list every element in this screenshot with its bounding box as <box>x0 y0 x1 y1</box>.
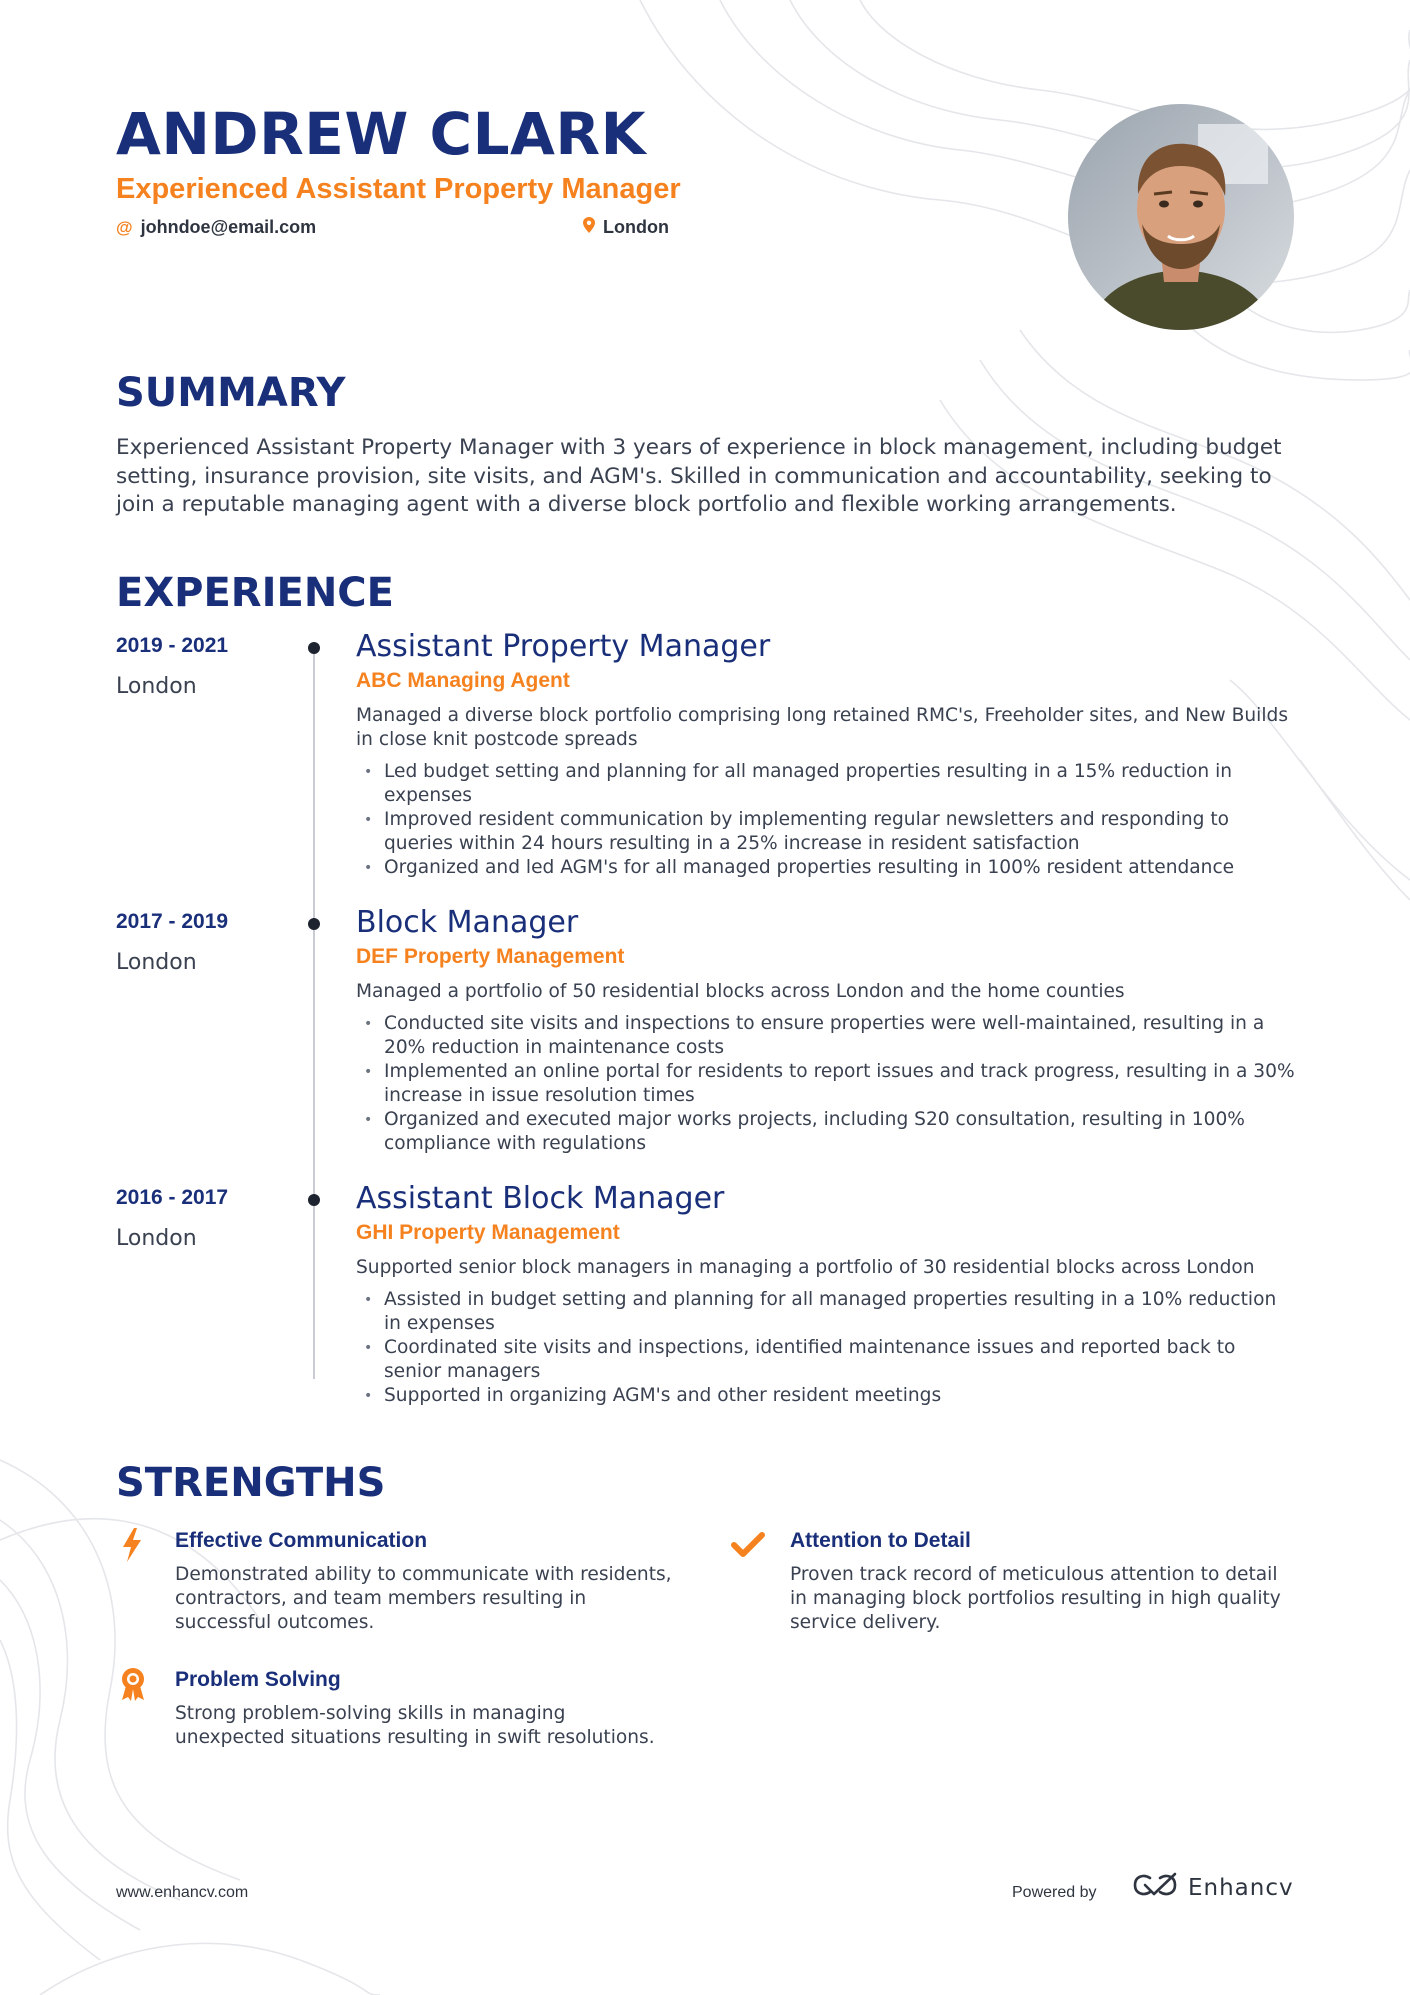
experience-title: Assistant Block Manager <box>356 1181 725 1216</box>
bullet-item: • Supported in organizing AGM's and other resident meetings <box>356 1384 1296 1408</box>
location-text: London <box>603 217 669 237</box>
footer-powered-by: Powered by <box>1012 1884 1097 1901</box>
bullet-item: • Conducted site visits and inspections to ensure properties were well-maintained, resulting in a 20% reduction in maintenance costs <box>356 1012 1296 1060</box>
bullet-item: • Organized and led AGM's for all managed properties resulting in 100% resident attendance <box>356 856 1296 880</box>
experience-dates: 2017 - 2019 <box>116 910 229 933</box>
experience-bullets <box>356 1288 1296 1408</box>
bullet-item: • Assisted in budget setting and planning for all managed properties resulting in a 10% reduction in expenses <box>356 1288 1296 1336</box>
profile-photo <box>1068 104 1294 330</box>
candidate-name: ANDREW CLARK <box>116 100 647 168</box>
experience-description: Managed a portfolio of 50 residential blocks across London and the home counties <box>356 981 1125 1002</box>
map-pin-icon <box>583 217 595 238</box>
contact-email[interactable] <box>116 217 316 238</box>
bullet-item: • Improved resident communication by implementing regular newsletters and responding to queries within 24 hours resulting in a 25% increase in resident satisfaction <box>356 808 1296 856</box>
footer-brand-logo[interactable] <box>1132 1872 1294 1903</box>
experience-description: Supported senior block managers in managing a portfolio of 30 residential blocks across London <box>356 1257 1255 1278</box>
experience-bullets <box>356 1012 1296 1156</box>
bullet-item: • Led budget setting and planning for all managed properties resulting in a 15% reduction in expenses <box>356 760 1296 808</box>
strength-description: Proven track record of meticulous attention to detail in managing block portfolios resulting in high quality service delivery. <box>790 1564 1281 1633</box>
footer-website-link[interactable]: www.enhancv.com <box>116 1884 249 1901</box>
email-text: johndoe@email.com <box>140 217 317 237</box>
candidate-headline: Experienced Assistant Property Manager <box>116 173 681 205</box>
timeline-dot <box>308 1194 320 1206</box>
experience-company: ABC Managing Agent <box>356 669 570 692</box>
strength-description: Strong problem-solving skills in managing unexpected situations resulting in swift resolutions. <box>175 1703 655 1748</box>
enhancv-logo-icon <box>1132 1872 1178 1903</box>
summary-text: Experienced Assistant Property Manager with 3 years of experience in block management, including budget setting, insurance provision, site visits, and AGM's. Skilled in communication and accountability, seeking to join a reputable managing agent with a diverse block portfolio and flexible working arrangements. <box>116 435 1282 517</box>
experience-location: London <box>116 1226 197 1251</box>
experience-dates: 2019 - 2021 <box>116 634 229 657</box>
strengths-heading: STRENGTHS <box>116 1460 386 1506</box>
experience-company: GHI Property Management <box>356 1221 620 1244</box>
timeline-dot <box>308 918 320 930</box>
checkmark-icon <box>731 1527 765 1563</box>
strength-title: Problem Solving <box>175 1668 341 1691</box>
at-icon: @ <box>116 217 133 237</box>
experience-title: Assistant Property Manager <box>356 629 771 664</box>
bullet-item: • Organized and executed major works projects, including S20 consultation, resulting in 100% compliance with regulations <box>356 1108 1296 1156</box>
experience-bullets <box>356 760 1296 880</box>
contact-location <box>583 217 669 238</box>
strength-description: Demonstrated ability to communicate with residents, contractors, and team members resulting in successful outcomes. <box>175 1564 672 1633</box>
experience-description: Managed a diverse block portfolio comprising long retained RMC's, Freeholder sites, and New Builds in close knit postcode spreads <box>356 705 1289 750</box>
experience-title: Block Manager <box>356 905 579 940</box>
strength-title: Attention to Detail <box>790 1529 971 1552</box>
experience-dates: 2016 - 2017 <box>116 1186 229 1209</box>
brand-name: Enhancv <box>1188 1874 1294 1901</box>
timeline-line <box>313 643 315 1379</box>
timeline-dot <box>308 642 320 654</box>
experience-location: London <box>116 674 197 699</box>
summary-heading: SUMMARY <box>116 370 346 416</box>
experience-company: DEF Property Management <box>356 945 625 968</box>
strength-title: Effective Communication <box>175 1529 428 1552</box>
lightning-bolt-icon <box>116 1527 150 1563</box>
bullet-item: • Coordinated site visits and inspections, identified maintenance issues and reported back to senior managers <box>356 1336 1296 1384</box>
award-ribbon-icon <box>116 1666 150 1702</box>
experience-heading: EXPERIENCE <box>116 570 394 616</box>
bullet-item: • Implemented an online portal for residents to report issues and track progress, resulting in a 30% increase in issue resolution times <box>356 1060 1296 1108</box>
experience-location: London <box>116 950 197 975</box>
